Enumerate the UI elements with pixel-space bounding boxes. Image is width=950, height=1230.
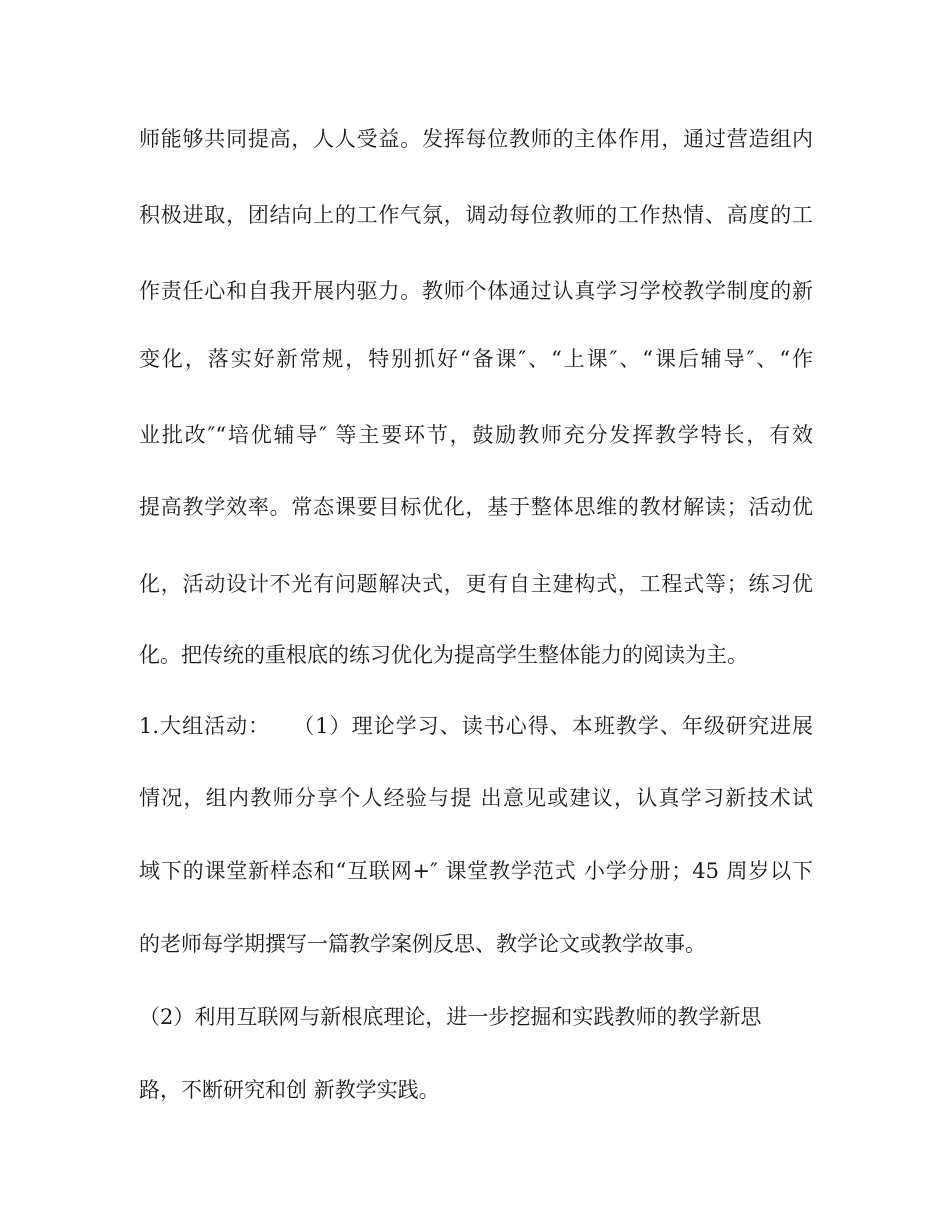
sub-item-line-2: 路，不断研究和创 新教学实践。 xyxy=(139,1078,440,1102)
paragraph-line-7: 化，活动设计不光有问题解决式，更有自主建构式，工程式等；练习优 xyxy=(139,572,813,596)
sub-item-line-1: （2）利用互联网与新根底理论，进一步挖掘和实践教师的教学新思 xyxy=(139,1005,762,1029)
paragraph-line-5: 业批改″“培优辅导″ 等主要环节，鼓励教师充分发挥教学特长，有效 xyxy=(139,423,813,447)
list-item-line-2: 情况，组内教师分享个人经验与提 出意见或建议，认真学习新技术试 xyxy=(139,786,813,810)
paragraph-line-4: 变化，落实好新常规，特别抓好“备课″、“上课″、“课后辅导″、“作 xyxy=(139,347,813,371)
paragraph-line-3: 作责任心和自我开展内驱力。教师个体通过认真学习学校教学制度的新 xyxy=(139,279,813,303)
paragraph-line-8: 化。把传统的重根底的练习优化为提高学生整体能力的阅读为主。 xyxy=(139,643,748,667)
list-item-line-1: 1.大组活动： （1）理论学习、读书心得、本班教学、年级研究进展 xyxy=(139,714,813,738)
paragraph-line-6: 提高教学效率。常态课要目标优化，基于整体思维的教材解读；活动优 xyxy=(139,495,813,519)
list-item-line-4: 的老师每学期撰写一篇教学案例反思、教学论文或教学故事。 xyxy=(139,932,706,956)
list-item-line-3: 域下的课堂新样态和“互联网+″ 课堂教学范式 小学分册；45 周岁以下 xyxy=(139,859,813,883)
paragraph-line-1: 师能够共同提高，人人受益。发挥每位教师的主体作用，通过营造组内 xyxy=(139,127,813,151)
paragraph-line-2: 积极进取，团结向上的工作气氛，调动每位教师的工作热情、高度的工 xyxy=(139,203,813,227)
